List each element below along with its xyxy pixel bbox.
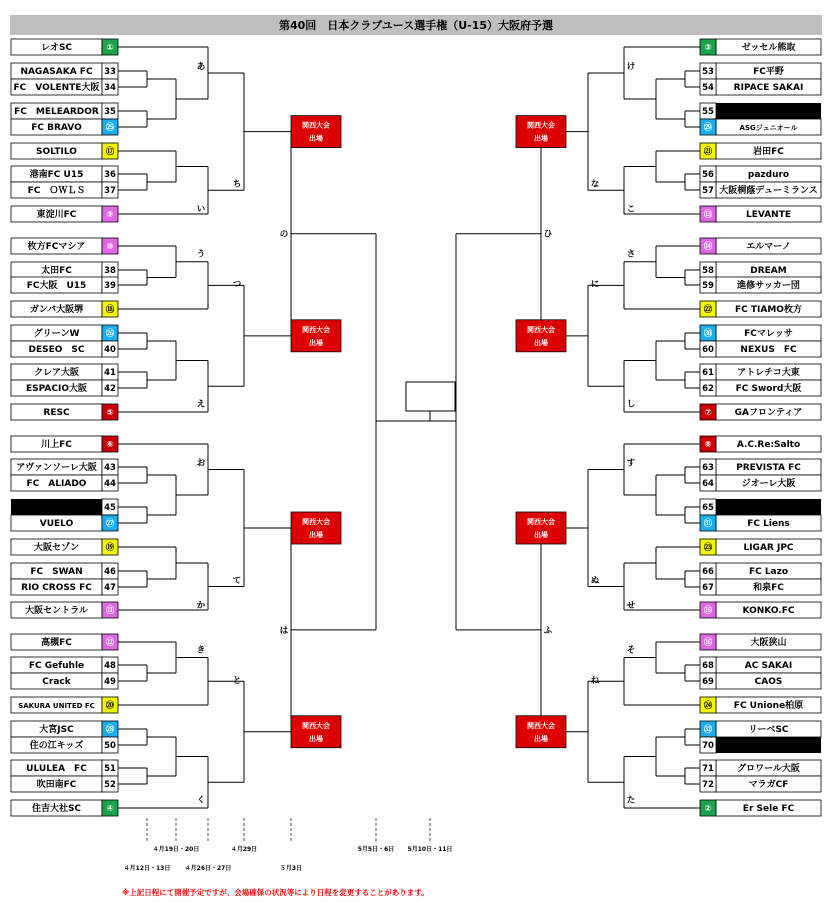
kansai-sub-label: 出場: [309, 338, 323, 347]
seed-number: 53: [702, 67, 714, 78]
round-label: し: [626, 399, 636, 410]
round-label: き: [196, 645, 206, 656]
seed-number: ①: [106, 43, 114, 54]
team-name: FC大阪 U15: [26, 281, 87, 292]
team-name: SOLTILO: [36, 147, 77, 158]
kansai-sub-label: 出場: [309, 734, 323, 743]
seed-number: ⑩: [106, 242, 114, 253]
schedule-date: ５月3日: [279, 865, 303, 872]
kansai-sub-label: 出場: [534, 531, 548, 539]
schedule-date: 5月10日・11日: [407, 846, 453, 853]
seed-number: ㉒: [703, 305, 713, 316]
seed-number: 33: [104, 67, 116, 78]
round-label: ひ: [543, 229, 553, 240]
seed-number: ⑭: [703, 242, 713, 253]
team-name: グロワール大阪: [737, 764, 800, 775]
team-name: 大阪セントラル: [25, 606, 88, 617]
seed-number: 60: [702, 345, 714, 356]
kansai-qualify-box: [291, 716, 341, 748]
team-name: ASGジュニオール: [739, 124, 798, 133]
schedule-date: 5月5日・6日: [357, 846, 395, 853]
seed-number: ㉖: [105, 329, 115, 340]
team-name: A.C.Re:Salto: [736, 440, 801, 451]
schedule-date: ４月29日: [230, 846, 258, 853]
team-name: 枚方FCマシア: [27, 242, 86, 253]
seed-number: 42: [104, 384, 116, 395]
round-label: え: [196, 399, 206, 410]
seed-number: 55: [702, 107, 714, 118]
team-name: FC平野: [753, 67, 784, 78]
round-label: せ: [626, 600, 636, 611]
team-name: グリーンW: [33, 329, 80, 340]
seed-number: 44: [104, 479, 116, 490]
team-name-blacked: [716, 499, 821, 515]
final-trophy-box: [406, 382, 455, 411]
seed-number: ⑯: [703, 638, 713, 649]
seed-number: 37: [104, 186, 116, 197]
team-name: 大阪狭山: [750, 638, 787, 649]
team-name: FC Liens: [747, 519, 790, 530]
team-name: FC BRAVO: [31, 123, 82, 134]
round-label: ふ: [543, 625, 553, 636]
seed-number: ④: [106, 804, 114, 815]
team-name: 大阪桐蔭デューミランス: [719, 186, 818, 197]
team-name-blacked: [716, 103, 821, 119]
team-name: 港南FC U15: [29, 170, 84, 181]
team-name: FC Unione柏原: [733, 701, 804, 712]
round-label: お: [196, 458, 206, 469]
team-name: VUELO: [39, 519, 74, 530]
kansai-qualify-box: [516, 512, 566, 544]
seed-number: ③: [704, 43, 712, 54]
round-label: く: [196, 795, 206, 806]
seed-number: 68: [702, 661, 714, 672]
team-name: SAKURA UNITED FC: [18, 702, 95, 711]
team-name: 川上FC: [41, 440, 72, 451]
kansai-qualify-box: [291, 320, 341, 352]
team-name: RESC: [43, 408, 70, 419]
team-name: アヴァンソーレ大阪: [16, 463, 97, 474]
kansai-sub-label: 出場: [309, 531, 323, 539]
kansai-sub-label: 出場: [534, 734, 548, 743]
team-name: FCマレッサ: [744, 329, 793, 340]
kansai-qualify-box: [291, 116, 341, 148]
team-name: FC SWAN: [30, 567, 83, 578]
round-label: す: [626, 458, 636, 469]
kansai-sub-label: 出場: [309, 134, 323, 143]
kansai-qualify-box: [516, 116, 566, 148]
seed-number: ㉓: [703, 543, 713, 554]
team-name: ゼッセル熊取: [741, 43, 796, 54]
team-name: 進修サッカー団: [737, 281, 800, 292]
seed-number: ㉘: [105, 725, 115, 736]
team-name: NEXUS FC: [740, 345, 797, 356]
team-name: DESEO SC: [28, 345, 85, 356]
page-title: 第40回 日本クラブユース選手権（U-15）大阪府予選: [278, 19, 554, 32]
seed-number: ㉑: [703, 147, 713, 158]
kansai-label: 関西大会: [527, 325, 555, 334]
team-name: RIO CROSS FC: [21, 583, 92, 594]
seed-number: 47: [104, 583, 116, 594]
team-name: 住の江キッズ: [29, 741, 84, 752]
schedule-date: ４月26日・27日: [184, 865, 232, 872]
team-name: 岩田FC: [753, 147, 784, 158]
team-name: LIGAR JPC: [743, 543, 794, 554]
seed-number: 43: [104, 463, 116, 474]
round-label: い: [196, 204, 206, 215]
seed-number: 64: [702, 479, 714, 490]
seed-number: ②: [704, 804, 712, 815]
team-name: マラガCF: [748, 780, 789, 791]
team-name: FC VOLENTE大阪: [13, 83, 100, 94]
team-name: アトレチコ大東: [737, 368, 800, 379]
team-name: 太田FC: [41, 266, 72, 277]
seed-number: 70: [702, 741, 714, 752]
schedule-date: ４月19日・20日: [152, 846, 200, 853]
kansai-label: 関西大会: [527, 721, 555, 730]
kansai-qualify-box: [516, 716, 566, 748]
seed-number: ㉗: [105, 519, 115, 530]
kansai-sub-label: 出場: [534, 134, 548, 143]
seed-number: 38: [104, 266, 116, 277]
seed-number: 71: [702, 764, 714, 775]
seed-number: 49: [104, 677, 116, 688]
round-label: の: [279, 229, 289, 240]
schedule-note: ※上記日程にて開催予定ですが、会場確保の状況等により日程を変更することがあります。: [122, 888, 429, 897]
seed-number: 35: [104, 107, 116, 118]
seed-number: 48: [104, 661, 116, 672]
seed-number: ㉔: [703, 701, 713, 712]
team-name: FC MELEARDOR: [14, 107, 99, 118]
kansai-label: 関西大会: [527, 121, 555, 130]
schedule-date: ４月12日・13日: [123, 865, 171, 872]
team-name: GAフロンティア: [734, 408, 803, 419]
team-name: Crack: [42, 677, 71, 688]
team-name: FC Sword大阪: [735, 384, 802, 395]
round-label: な: [590, 179, 600, 190]
team-name: FC TIAMO枚方: [735, 305, 802, 316]
team-name: 東淀川FC: [36, 210, 77, 221]
seed-number: 54: [702, 83, 714, 94]
round-label: う: [196, 249, 206, 260]
seed-number: 57: [702, 186, 714, 197]
seed-number: ⑨: [106, 210, 114, 221]
team-name: Er Sele FC: [742, 804, 795, 815]
seed-number: ㉚: [703, 329, 713, 340]
kansai-label: 関西大会: [302, 121, 330, 130]
seed-number: 52: [104, 780, 116, 791]
round-label: と: [232, 675, 242, 686]
round-label: け: [626, 62, 636, 72]
seed-number: 51: [104, 764, 116, 775]
team-name: DREAM: [750, 266, 787, 277]
round-label: は: [279, 625, 289, 636]
team-name: リーベSC: [748, 725, 789, 736]
seed-number: 46: [104, 567, 116, 578]
round-label: か: [196, 600, 206, 611]
round-label: て: [232, 575, 242, 586]
seed-number: 56: [702, 170, 714, 181]
seed-number: ㉕: [105, 123, 115, 134]
seed-number: 39: [104, 281, 116, 292]
team-name: ESPACIO大阪: [26, 384, 87, 395]
kansai-qualify-box: [291, 512, 341, 544]
seed-number: 50: [104, 741, 116, 752]
team-name: ガンバ大阪堺: [29, 305, 84, 316]
team-name: FC ＯＷＬＳ: [27, 186, 86, 197]
team-name: 高槻FC: [41, 638, 72, 649]
kansai-label: 関西大会: [302, 721, 330, 730]
round-label: あ: [196, 62, 206, 72]
seed-number: 58: [702, 266, 714, 277]
kansai-label: 関西大会: [302, 518, 330, 526]
team-name: レオSC: [40, 43, 73, 54]
team-name: KONKO.FC: [742, 606, 795, 617]
kansai-label: 関西大会: [527, 518, 555, 526]
seed-number: ⑰: [105, 147, 115, 158]
seed-number: 34: [104, 83, 116, 94]
team-name: FC ALIADO: [26, 479, 87, 490]
kansai-sub-label: 出場: [534, 338, 548, 347]
team-name: pazduro: [747, 170, 790, 181]
seed-number: ⑳: [105, 701, 115, 712]
seed-number: 67: [702, 583, 714, 594]
seed-number: 40: [104, 345, 116, 356]
round-label: つ: [232, 279, 242, 290]
team-name: FC Lazo: [748, 567, 789, 578]
seed-number: ㉜: [703, 725, 713, 736]
seed-number: ⑲: [105, 543, 115, 554]
seed-number: ㉙: [703, 123, 713, 134]
seed-number: 36: [104, 170, 116, 181]
team-name: FC Gefuhle: [28, 661, 85, 672]
team-name: 和泉FC: [753, 583, 784, 594]
team-name: 大阪セゾン: [33, 543, 80, 554]
team-name-blacked: [716, 737, 821, 753]
team-name: 吹田南FC: [36, 780, 77, 791]
seed-number: 65: [702, 503, 714, 514]
team-name: PREVISTA FC: [736, 463, 801, 474]
team-name: 住吉大社SC: [31, 804, 82, 815]
round-label: こ: [626, 204, 636, 215]
seed-number: ⑮: [703, 606, 713, 617]
round-label: ね: [590, 675, 600, 686]
round-label: そ: [626, 645, 636, 656]
seed-number: ㉛: [703, 519, 713, 530]
team-name: 大宮JSC: [39, 725, 74, 736]
kansai-qualify-box: [516, 320, 566, 352]
round-label: ぬ: [590, 575, 600, 586]
team-name: NAGASAKA FC: [20, 67, 93, 78]
seed-number: ⑧: [704, 440, 712, 451]
round-label: ち: [232, 179, 242, 190]
seed-number: 59: [702, 281, 714, 292]
team-name: RIPACE SAKAI: [733, 83, 804, 94]
round-label: た: [626, 795, 636, 806]
seed-number: 69: [702, 677, 714, 688]
team-name: クレア大阪: [33, 368, 80, 379]
seed-number: 63: [702, 463, 714, 474]
kansai-label: 関西大会: [302, 325, 330, 334]
seed-number: 61: [702, 368, 714, 379]
seed-number: 72: [702, 780, 714, 791]
team-name: LEVANTE: [745, 210, 792, 221]
team-name: AC SAKAI: [744, 661, 793, 672]
team-name: エルマーノ: [746, 242, 791, 253]
seed-number: ⑦: [704, 408, 712, 419]
seed-number: ⑫: [105, 638, 115, 649]
round-label: に: [590, 279, 600, 290]
seed-number: ⑱: [105, 305, 115, 316]
seed-number: 66: [702, 567, 714, 578]
seed-number: 41: [104, 368, 116, 379]
seed-number: 45: [104, 503, 116, 514]
team-name-blacked: [11, 499, 102, 515]
seed-number: ⑪: [105, 606, 115, 617]
team-name: CAOS: [754, 677, 783, 688]
round-label: さ: [626, 249, 636, 260]
seed-number: ⑤: [106, 408, 114, 419]
team-name: ULULEA FC: [26, 764, 87, 775]
team-name: ジオーレ大阪: [741, 479, 796, 490]
seed-number: 62: [702, 384, 714, 395]
seed-number: ⑥: [106, 440, 114, 451]
seed-number: ⑬: [703, 210, 713, 221]
